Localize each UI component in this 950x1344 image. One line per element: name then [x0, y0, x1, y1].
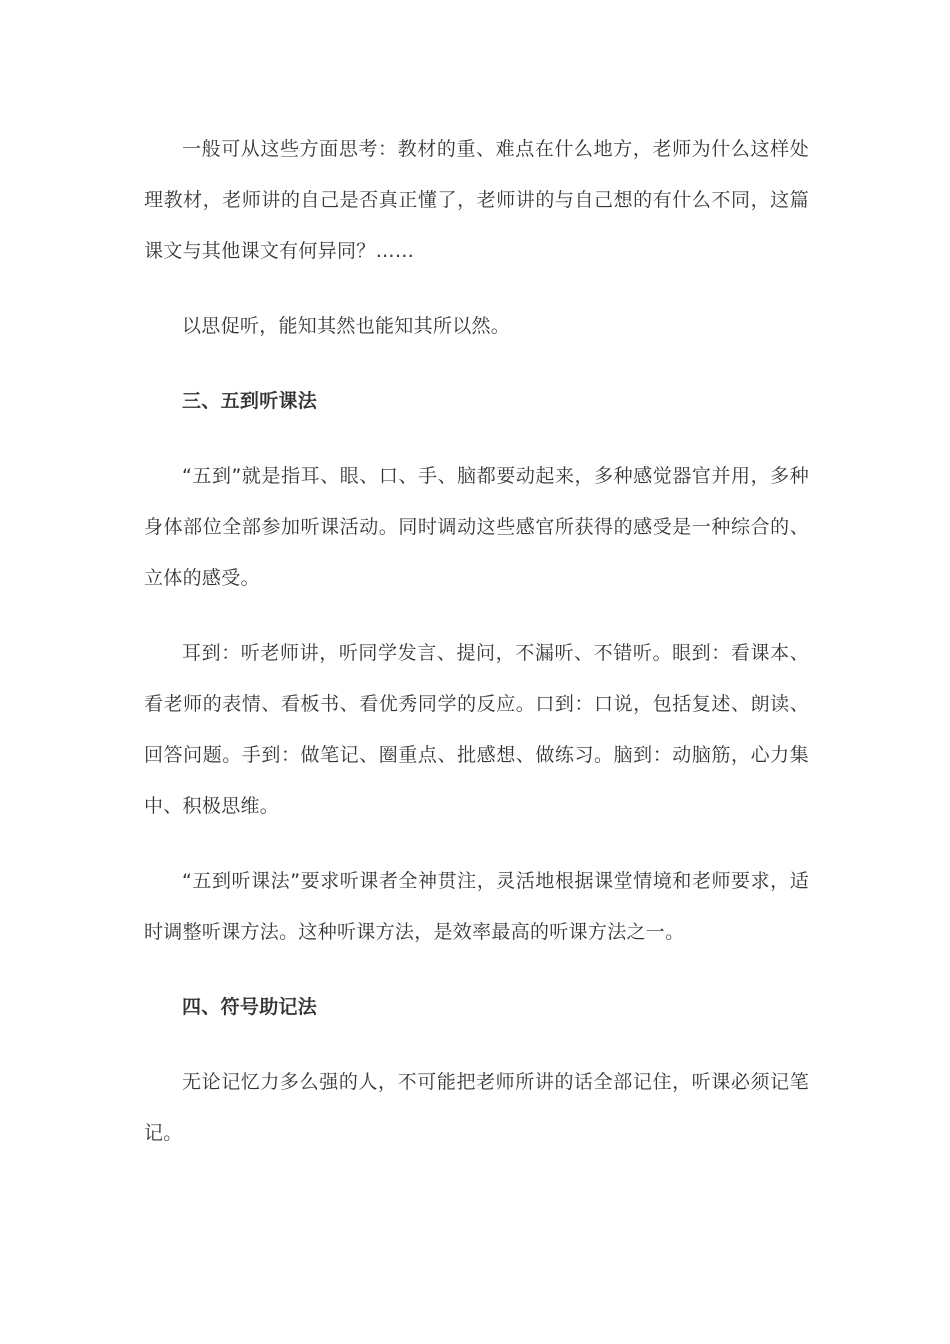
paragraph-five-senses-summary: “五到听课法”要求听课者全神贯注，灵活地根据课堂情境和老师要求，适时调整听课方法。这种听课方法，是效率最高的听课方法之一。 [144, 870, 809, 943]
section-heading-five-senses: 三、五到听课法 [182, 390, 318, 412]
paragraph-think-to-listen: 以思促听，能知其然也能知其所以然。 [182, 315, 511, 337]
section-heading-symbol-memory: 四、符号助记法 [182, 996, 318, 1018]
paragraph-take-notes: 无论记忆力多么强的人，不可能把老师所讲的话全部记住，听课必须记笔记。 [144, 1071, 809, 1144]
paragraph-five-senses-detail: 耳到：听老师讲，听同学发言、提问，不漏听、不错听。眼到：看课本、看老师的表情、看板书、看优秀同学的反应。口到：口说，包括复述、朗读、回答问题。手到：做笔记、圈重点、批感想、做练习。脑到：动脑筋，心力集中、积极思维。 [144, 642, 809, 817]
document-body [144, 124, 809, 1183]
paragraph-five-senses-intro: “五到”就是指耳、眼、口、手、脑都要动起来，多种感觉器官并用，多种身体部位全部参加听课活动。同时调动这些感官所获得的感受是一种综合的、立体的感受。 [144, 465, 809, 589]
paragraph-thinking-aspects: 一般可从这些方面思考：教材的重、难点在什么地方，老师为什么这样处理教材，老师讲的自己是否真正懂了，老师讲的与自己想的有什么不同，这篇课文与其他课文有何异同？…… [144, 138, 809, 262]
